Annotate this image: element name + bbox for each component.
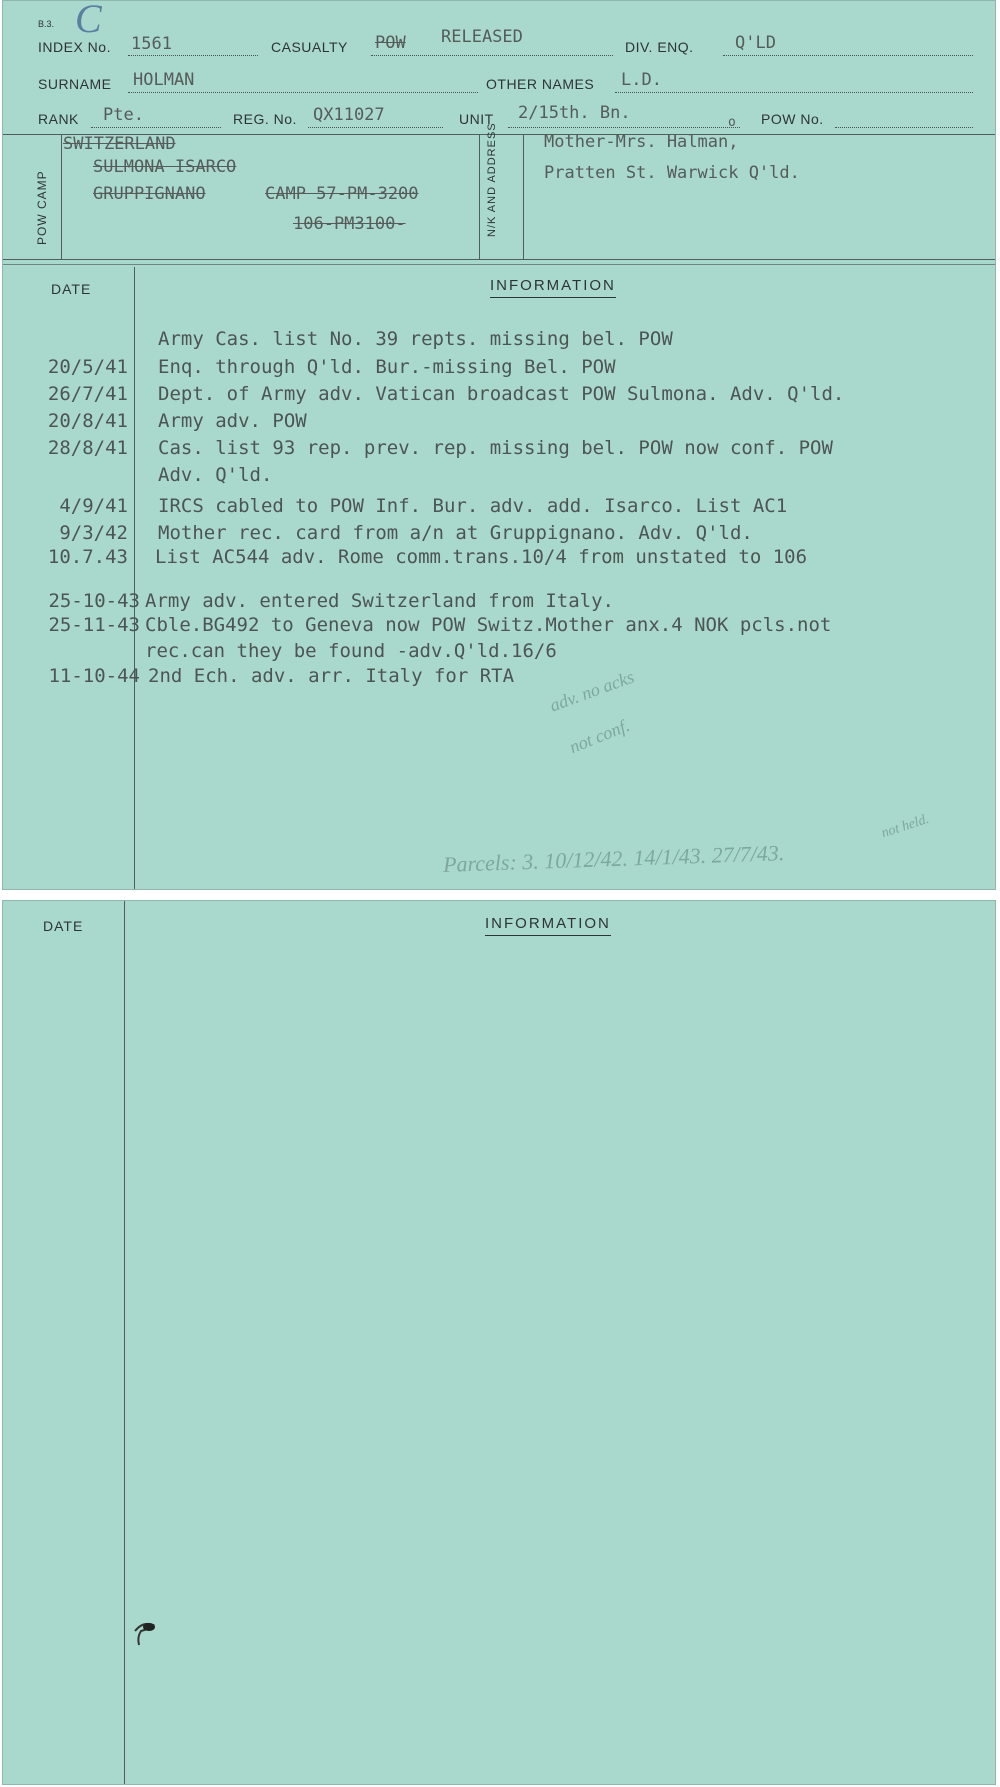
surname-label: SURNAME <box>38 76 112 92</box>
entry-text: Dept. of Army adv. Vatican broadcast POW Sulmona. Adv. Q'ld. <box>158 383 845 405</box>
entry-text: Army Cas. list No. 39 repts. missing bel. POW <box>158 328 673 350</box>
entry-date: 11-10-44 <box>48 665 140 687</box>
nok-address-line: Pratten St. Warwick Q'ld. <box>544 163 800 183</box>
entry-date: 20/8/41 <box>47 410 128 432</box>
pow-camp-line: SULMONA ISARCO <box>93 157 237 177</box>
entry-text: Army adv. entered Switzerland from Italy. <box>145 590 614 612</box>
index-value: 1561 <box>131 34 172 54</box>
date-header: DATE <box>51 281 92 297</box>
entry-date: 25-10-43 <box>48 590 140 612</box>
form-code: B.3. <box>38 19 55 29</box>
entry-date: 10.7.43 <box>47 546 128 568</box>
rank-value: Pte. <box>103 105 144 125</box>
index-card-front <box>2 0 996 890</box>
entry-text: Adv. Q'ld. <box>158 464 273 486</box>
entry-date: 20/5/41 <box>47 356 128 378</box>
other-names-label: OTHER NAMES <box>486 76 595 92</box>
nok-correction: o <box>728 115 736 130</box>
pow-camp-line: SWITZERLAND <box>63 134 176 154</box>
unit-value: 2/15th. Bn. <box>518 103 631 123</box>
nok-label: N/K AND ADDRESS <box>486 122 498 237</box>
entry-text: 2nd Ech. adv. arr. Italy for RTA <box>148 665 515 687</box>
entry-date: 9/3/42 <box>59 522 128 544</box>
entry-date: 28/8/41 <box>47 437 128 459</box>
pencil-parcels-note: Parcels: 3. 10/12/42. 14/1/43. 27/7/43. <box>442 840 785 877</box>
reg-no-label: REG. No. <box>233 111 297 127</box>
entry-text: List AC544 adv. Rome comm.trans.10/4 from unstated to 106 <box>155 546 808 568</box>
nok-address-line: Mother-Mrs. Halman, <box>544 132 739 152</box>
entry-text: Enq. through Q'ld. Bur.-missing Bel. POW <box>158 356 616 378</box>
information-header: INFORMATION <box>490 277 616 298</box>
casualty-struck: POW <box>375 33 406 53</box>
casualty-label: CASUALTY <box>271 39 348 55</box>
div-enq-value: Q'LD <box>735 33 776 53</box>
entry-text: IRCS cabled to POW Inf. Bur. adv. add. Isarco. List AC1 <box>158 495 788 517</box>
other-names-value: L.D. <box>621 70 662 90</box>
pow-camp-line: 106-PM3100- <box>293 214 406 234</box>
rank-label: RANK <box>38 111 79 127</box>
index-label: INDEX No. <box>38 39 111 55</box>
pow-no-label: POW No. <box>761 111 824 127</box>
pow-camp-line: GRUPPIGNANO <box>93 184 206 204</box>
entry-text: Cble.BG492 to Geneva now POW Switz.Mother anx.4 NOK pcls.not <box>145 614 832 636</box>
entry-text: Army adv. POW <box>158 410 307 432</box>
entry-date: 26/7/41 <box>47 383 128 405</box>
index-card-back <box>2 900 996 1785</box>
unit-label: UNIT <box>459 111 494 127</box>
date-header: DATE <box>43 918 84 934</box>
entry-date: 4/9/41 <box>59 495 128 517</box>
annotation-letter: C <box>75 0 102 41</box>
pencil-note: not held. <box>879 811 931 842</box>
entry-date: 25-11-43 <box>48 614 140 636</box>
pencil-note: adv. no acks <box>547 666 637 716</box>
information-header: INFORMATION <box>485 915 611 936</box>
div-enq-label: DIV. ENQ. <box>625 39 694 55</box>
surname-value: HOLMAN <box>133 70 195 90</box>
pow-camp-line: CAMP 57-PM-3200 <box>265 184 419 204</box>
pow-camp-label: POW CAMP <box>35 170 49 245</box>
casualty-value: RELEASED <box>441 27 523 47</box>
entry-text: Mother rec. card from a/n at Gruppignano. Adv. Q'ld. <box>158 522 753 544</box>
entry-text: rec.can they be found -adv.Q'ld.16/6 <box>145 640 557 662</box>
pencil-note: not conf. <box>566 714 633 758</box>
entry-text: Cas. list 93 rep. prev. rep. missing bel. POW now conf. POW <box>158 437 833 459</box>
ink-blot-mark <box>129 1613 169 1653</box>
reg-no-value: QX11027 <box>313 105 385 125</box>
